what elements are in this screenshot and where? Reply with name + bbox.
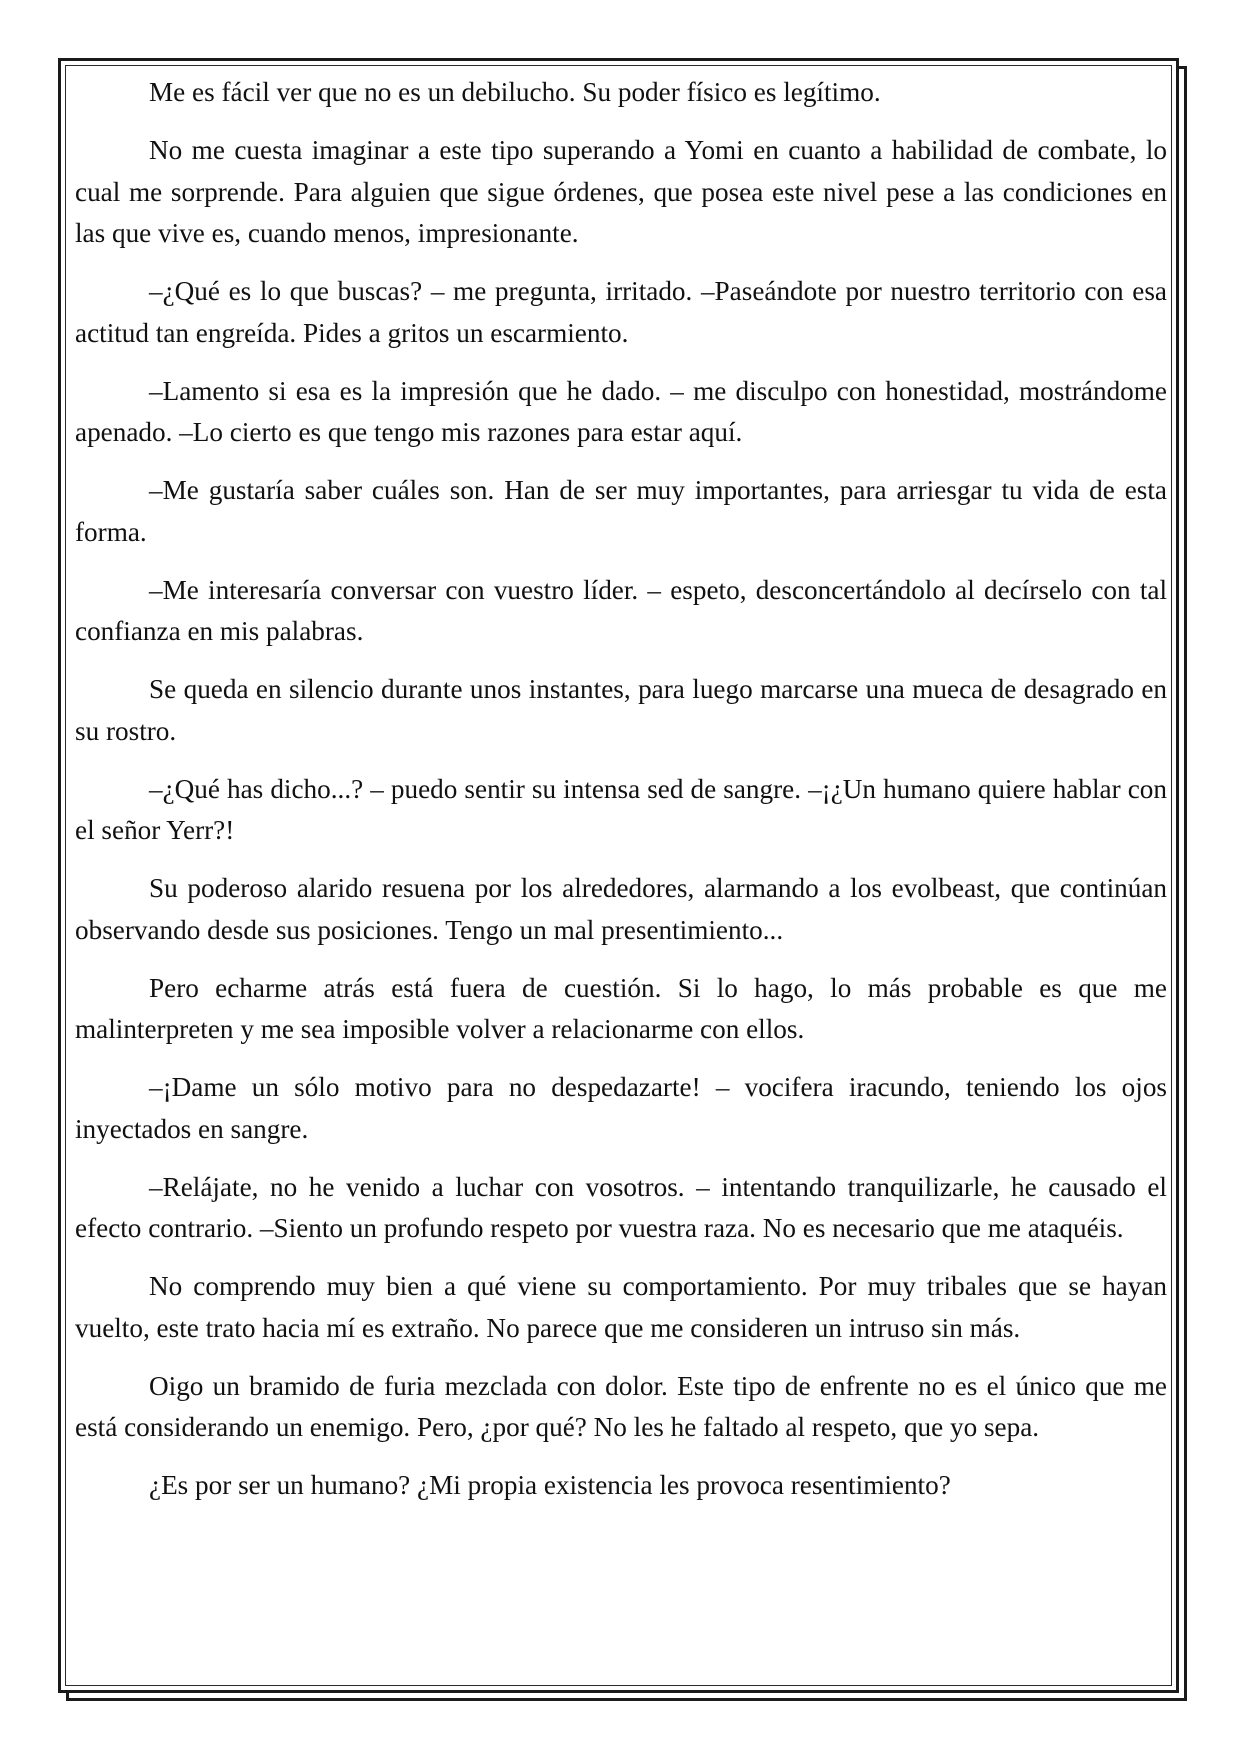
paragraph: Pero echarme atrás está fuera de cuestión. Si lo hago, lo más probable es que me malinterpreten y me sea imposible volver a relacionarme con ellos. <box>75 972 1167 1044</box>
paragraph: No comprendo muy bien a qué viene su comportamiento. Por muy tribales que se hayan vuelto, este trato hacia mí es extraño. No parece que me consideren un intruso sin más. <box>75 1271 1167 1343</box>
paragraph: Oigo un bramido de furia mezclada con dolor. Este tipo de enfrente no es el único que me está considerando un enemigo. Pero, ¿por qué? No les he faltado al respeto, que yo sepa. <box>75 1370 1167 1442</box>
paragraph: ¿Es por ser un humano? ¿Mi propia existencia les provoca resentimiento? <box>149 1470 951 1500</box>
body-text <box>75 72 1167 1523</box>
paragraph: –Me interesaría conversar con vuestro líder. – espeto, desconcertándolo al decírselo con tal confianza en mis palabras. <box>75 574 1167 646</box>
paragraph: –Me gustaría saber cuáles son. Han de ser muy importantes, para arriesgar tu vida de esta forma. <box>75 475 1167 547</box>
paragraph: –Relájate, no he venido a luchar con vosotros. – intentando tranquilizarle, he causado el efecto contrario. –Siento un profundo respeto por vuestra raza. No es necesario que me ataquéis. <box>75 1171 1167 1243</box>
paragraph: Su poderoso alarido resuena por los alrededores, alarmando a los evolbeast, que continúan observando desde sus posiciones. Tengo un mal presentimiento... <box>75 873 1167 945</box>
paragraph: –¿Qué es lo que buscas? – me pregunta, irritado. –Paseándote por nuestro territorio con esa actitud tan engreída. Pides a gritos un escarmiento. <box>75 276 1167 348</box>
paragraph: –¡Dame un sólo motivo para no despedazarte! – vocifera iracundo, teniendo los ojos inyectados en sangre. <box>75 1072 1167 1144</box>
paragraph: Me es fácil ver que no es un debilucho. Su poder físico es legítimo. <box>149 77 881 107</box>
paragraph: –¿Qué has dicho...? – puedo sentir su intensa sed de sangre. –¡¿Un humano quiere hablar con el señor Yerr?! <box>75 773 1167 845</box>
paragraph: Se queda en silencio durante unos instantes, para luego marcarse una mueca de desagrado en su rostro. <box>75 674 1167 746</box>
paragraph: No me cuesta imaginar a este tipo superando a Yomi en cuanto a habilidad de combate, lo cual me sorprende. Para alguien que sigue órdenes, que posea este nivel pese a las condiciones en las que vive es, cuando menos, impresionante. <box>75 135 1167 248</box>
paragraph: –Lamento si esa es la impresión que he dado. – me disculpo con honestidad, mostrándome apenado. –Lo cierto es que tengo mis razones para estar aquí. <box>75 375 1167 447</box>
